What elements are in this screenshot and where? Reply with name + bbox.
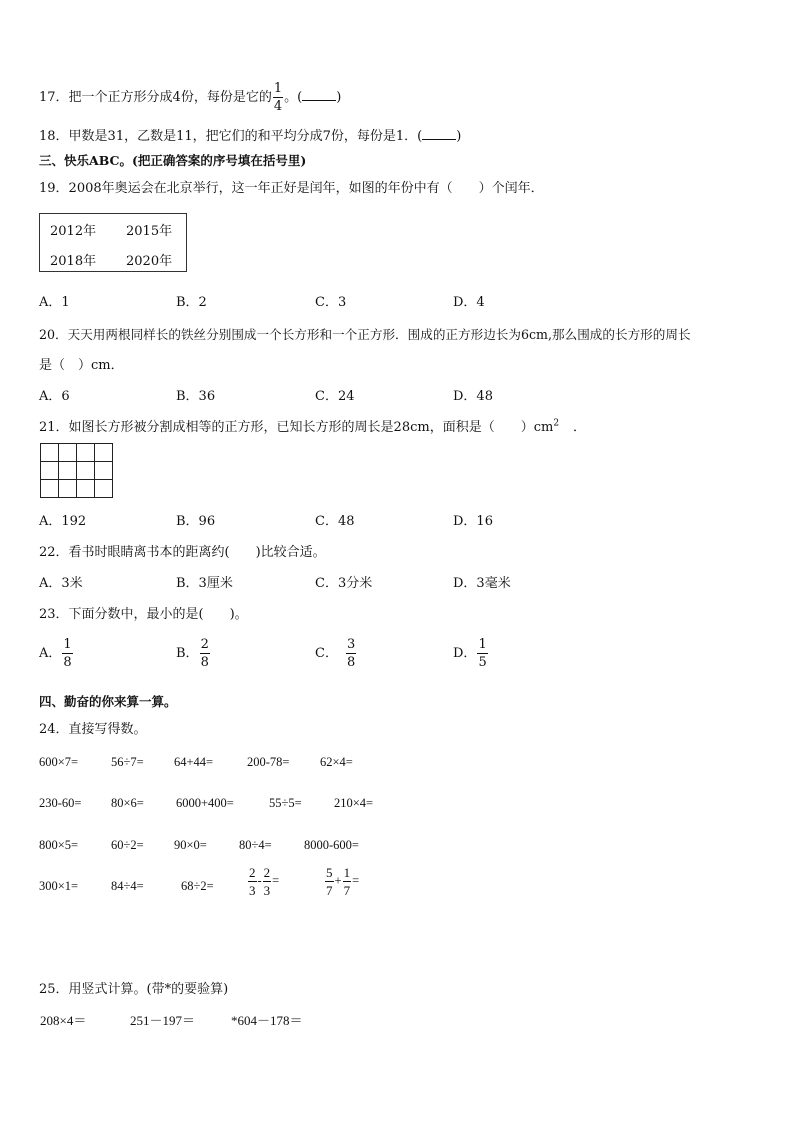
rectangle-grid-figure <box>40 443 113 498</box>
option-b[interactable]: B． $\frac{2}{8}$ <box>176 637 209 670</box>
question-22: 22．看书时眼睛离书本的距离约( )比较合适。 <box>39 545 326 560</box>
year-label: 2020年 <box>126 254 173 269</box>
option-d[interactable]: D．3毫米 <box>453 576 511 591</box>
option-b[interactable]: B．36 <box>176 389 216 404</box>
option-c[interactable]: C．24 <box>315 389 355 404</box>
fraction: $\frac{3}{8}$ <box>346 637 356 670</box>
fraction: $\frac{1}{5}$ <box>478 637 487 670</box>
question-24: 24．直接写得数。 <box>39 722 147 737</box>
year-label: 2015年 <box>126 224 173 239</box>
calc-item: 80×6= <box>111 796 144 810</box>
option-b[interactable]: B．3厘米 <box>176 576 233 591</box>
section-3-heading: 三、快乐ABC。(把正确答案的序号填在括号里) <box>39 153 307 168</box>
year-label: 2012年 <box>50 224 97 239</box>
year-box <box>39 213 187 272</box>
option-b[interactable]: B．2 <box>176 295 207 310</box>
question-19: 19．2008年奥运会在北京举行，这一年正好是闰年，如图的年份中有（ ）个闰年． <box>39 181 544 196</box>
question-25: 25．用竖式计算。(带*的要验算) <box>39 982 229 997</box>
fraction: $\frac{1}{4}$ <box>273 81 283 114</box>
option-d[interactable]: D． $\frac{1}{5}$ <box>453 637 487 670</box>
option-a[interactable]: A．192 <box>39 514 87 529</box>
option-a[interactable]: A．1 <box>39 295 70 310</box>
option-d[interactable]: D．16 <box>453 514 493 529</box>
calc-item: 208×4＝ <box>40 1013 87 1028</box>
option-a[interactable]: A． $\frac{1}{8}$ <box>39 637 72 670</box>
fraction: $\frac{2}{3}$ <box>249 865 256 898</box>
calc-item: 251－197＝ <box>130 1013 196 1028</box>
option-c[interactable]: C．3分米 <box>315 576 373 591</box>
calc-item: 55÷5= <box>269 796 302 810</box>
fraction: $\frac{2}{8}$ <box>200 637 209 670</box>
question-21: 21．如图长方形被分割成相等的正方形，已知长方形的周长是28cm，面积是（ ）$cm^2$ ． <box>39 418 587 435</box>
question-18: 18．甲数是31，乙数是11，把它们的和平均分成7份，每份是1．( ) <box>39 129 462 144</box>
option-c[interactable]: C．48 <box>315 514 355 529</box>
question-17: 17．把一个正方形分成4份，每份是它的 $\frac{1}{4}$ 。( ) <box>39 81 342 114</box>
calc-item: 90×0= <box>174 838 207 852</box>
option-a[interactable]: A．3米 <box>39 576 83 591</box>
fraction: $\frac{5}{7}$ <box>326 865 333 898</box>
question-23: 23．下面分数中，最小的是( )。 <box>39 607 248 622</box>
option-c[interactable]: C．3 <box>315 295 347 310</box>
option-a[interactable]: A．6 <box>39 389 70 404</box>
calc-item: 60÷2= <box>111 838 144 852</box>
fraction: $\frac{1}{8}$ <box>63 637 72 670</box>
calc-item: 56÷7= <box>111 755 144 769</box>
calc-item: 62×4= <box>320 755 353 769</box>
calc-item: 68÷2= <box>181 879 214 893</box>
calc-item: 84÷4= <box>111 879 144 893</box>
option-b[interactable]: B．96 <box>176 514 216 529</box>
answer-blank[interactable] <box>302 88 336 101</box>
year-label: 2018年 <box>50 254 97 269</box>
calc-item: 200-78= <box>247 755 290 769</box>
calc-item: 300×1= <box>39 879 79 893</box>
calc-item: 230-60= <box>39 796 82 810</box>
section-4-heading: 四、勤奋的你来算一算。 <box>39 694 177 709</box>
fraction: $\frac{2}{3}$ <box>263 865 271 898</box>
calc-item: 210×4= <box>334 796 374 810</box>
calc-item: 64+44= <box>174 755 214 769</box>
calc-item: 8000-600= <box>304 838 359 852</box>
calc-item: 600×7= <box>39 755 79 769</box>
fraction-calc-item: $\frac{2}{3}$ - $\frac{2}{3}$ = <box>249 865 280 898</box>
option-d[interactable]: D．4 <box>453 295 485 310</box>
calc-item: 800×5= <box>39 838 79 852</box>
fraction: $\frac{1}{7}$ <box>343 865 351 898</box>
calc-item: *604－178＝ <box>231 1013 303 1028</box>
answer-blank[interactable] <box>422 127 456 140</box>
question-20-line2: 是（ ）cm． <box>39 358 124 373</box>
calc-item: 6000+400= <box>176 796 234 810</box>
fraction-calc-item: $\frac{5}{7}$ + $\frac{1}{7}$ = <box>326 865 360 898</box>
option-c[interactable]: C． $\frac{3}{8}$ <box>315 637 356 670</box>
calc-item: 80÷4= <box>239 838 272 852</box>
option-d[interactable]: D．48 <box>453 389 493 404</box>
question-20-line1: 20．天天用两根同样长的铁丝分别围成一个长方形和一个正方形．围成的正方形边长为6cm,那么围成的长方形的周长 <box>39 327 691 342</box>
